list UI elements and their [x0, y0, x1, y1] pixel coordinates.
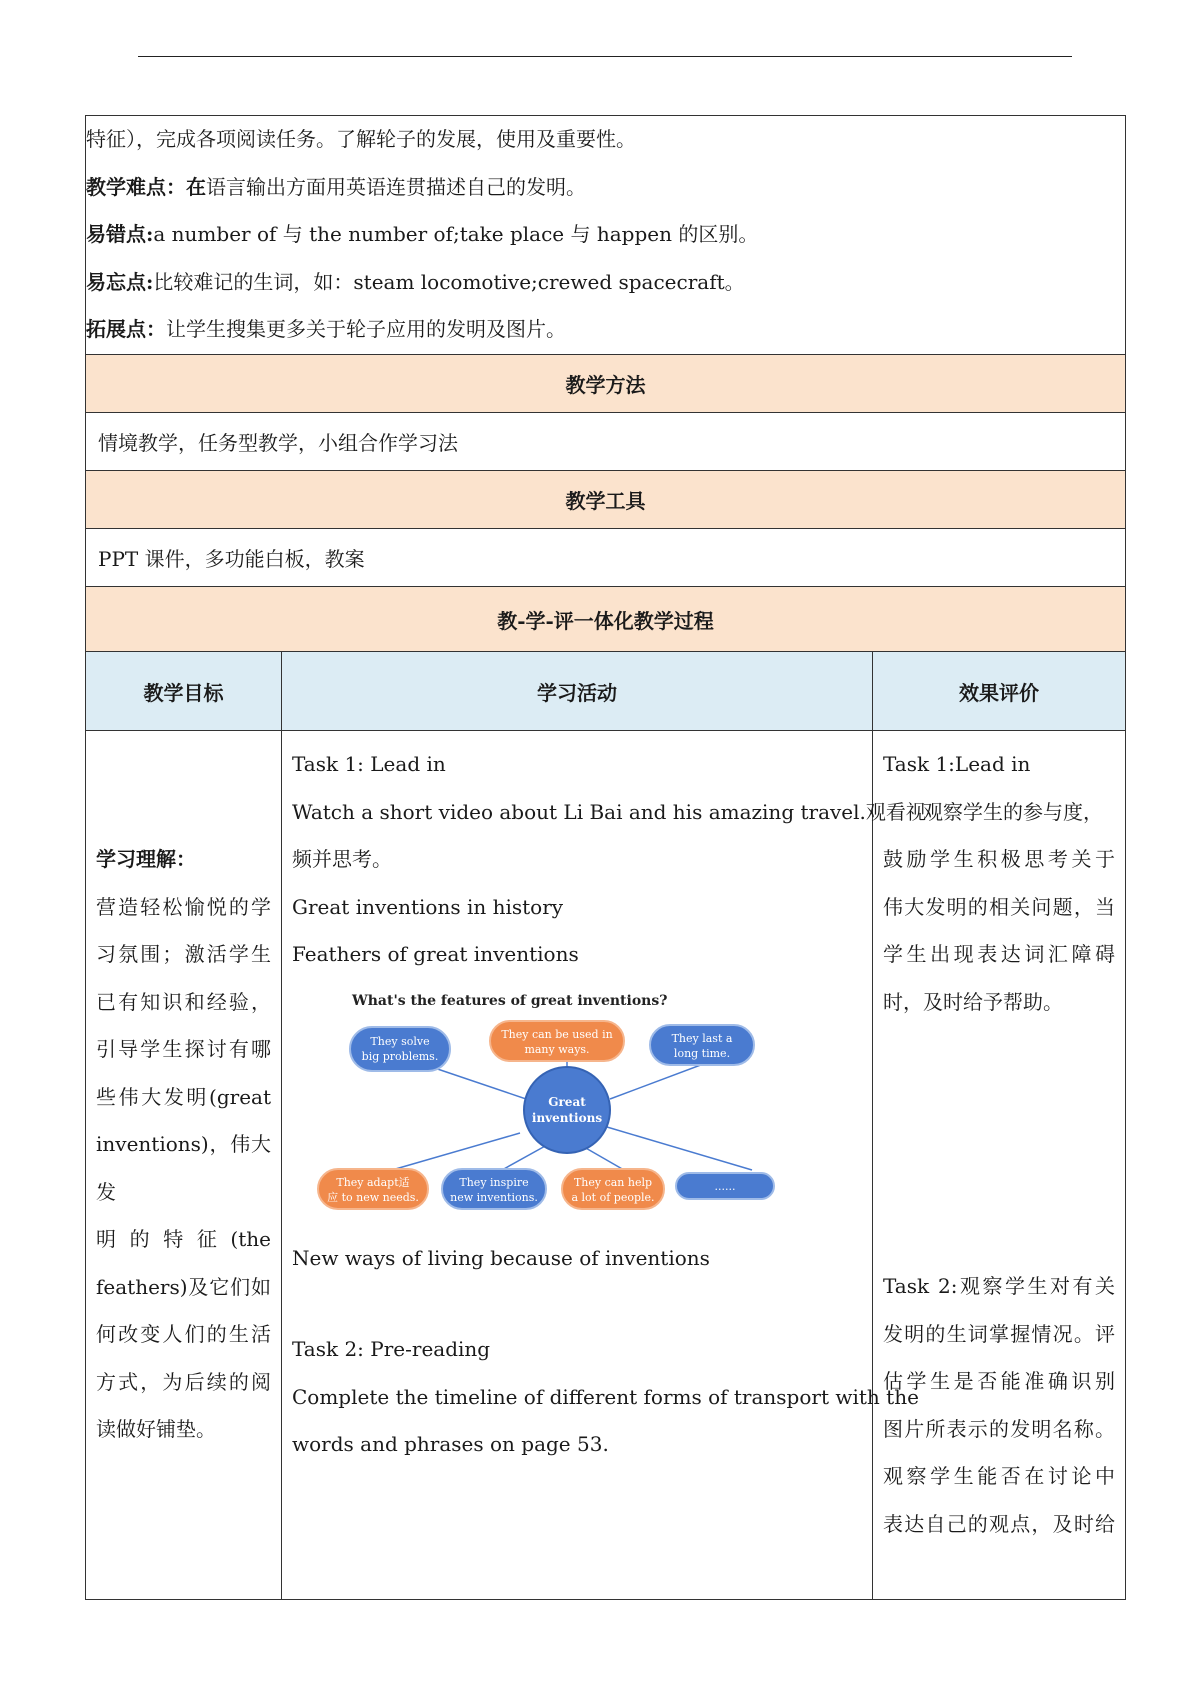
svg-text:They can be used in: They can be used in — [501, 1027, 613, 1041]
task1-item: New ways of living because of inventions — [292, 1245, 710, 1270]
task1-item: Feathers of great inventions — [292, 942, 579, 966]
goals-line: 已有知识和经验， — [96, 989, 271, 1014]
task1-line: 频并思考。 — [292, 847, 392, 871]
activities-cell — [282, 731, 926, 1600]
process-heading: 教-学-评一体化教学过程 — [86, 587, 1126, 652]
forget-line — [86, 259, 1125, 307]
difficult-label: 教学难点： — [86, 174, 186, 199]
error-label: 易错点: — [86, 222, 154, 246]
eval-line: 鼓励学生积极思考关于 — [883, 847, 1116, 871]
task2-line: words and phrases on page 53. — [292, 1432, 609, 1456]
eval-task2-line: 表达自己的观点，及时给 — [883, 1511, 1116, 1536]
column-header-activities: 学习活动 — [282, 652, 873, 731]
eval-task2-line: 发明的生词掌握情况。评 — [883, 1321, 1116, 1346]
goals-block — [96, 836, 271, 1454]
mindmap-center-label: inventions — [531, 1110, 603, 1125]
difficult-line — [86, 164, 1125, 212]
goals-line: 引导学生探讨有哪 — [96, 1037, 271, 1062]
mindmap-node — [676, 1173, 774, 1199]
extend-line — [86, 306, 1125, 354]
svg-text:They adapt适: They adapt适 — [336, 1175, 410, 1189]
error-line — [86, 211, 1125, 259]
task1-title: Task 1: Lead in — [292, 752, 446, 776]
svg-text:They last a: They last a — [671, 1031, 733, 1045]
top-section — [86, 116, 1126, 355]
mindmap-center — [524, 1067, 610, 1153]
eval-line: 观察学生的参与度， — [923, 799, 1103, 824]
difficult-text: 语言输出方面用英语连贯描述自己的发明。 — [206, 174, 586, 199]
mindmap-node — [490, 1021, 624, 1061]
mindmap-node — [350, 1027, 450, 1071]
column-header-evaluation: 效果评价 — [873, 652, 1126, 731]
process-row — [86, 731, 1126, 1600]
goals-label: 学习理解： — [96, 847, 196, 872]
evaluation-cell — [873, 731, 1126, 1600]
svg-text:应 to new needs.: 应 to new needs. — [327, 1190, 419, 1204]
forget-label: 易忘点: — [86, 269, 154, 294]
svg-text:......: ...... — [714, 1179, 736, 1193]
extend-text: 让学生搜集更多关于轮子应用的发明及图片。 — [166, 317, 566, 341]
eval-line: 伟大发明的相关问题，当 — [883, 894, 1116, 919]
task2-line: Complete the timeline of different forms of transport with the — [292, 1384, 919, 1409]
goals-line: 营造轻松愉悦的学 — [96, 894, 271, 919]
column-header-goals: 教学目标 — [86, 652, 282, 731]
features-mindmap — [292, 987, 792, 1235]
svg-text:They inspire: They inspire — [459, 1175, 529, 1189]
extend-label: 拓展点： — [86, 317, 166, 341]
svg-text:They can help: They can help — [573, 1175, 653, 1189]
tools-content: PPT 课件，多功能白板，教案 — [86, 529, 1126, 587]
goals-line: 些伟大发明(great — [96, 1084, 271, 1109]
top-section-row — [86, 116, 1126, 355]
forget-text: 比较难记的生词，如：steam locomotive;crewed spacecraft。 — [153, 269, 745, 294]
goals-line: 何改变人们的生活 — [96, 1322, 271, 1347]
goals-line: 习氛围；激活学生 — [96, 942, 271, 967]
eval-task2-line: 观察学生能否在讨论中 — [883, 1464, 1116, 1488]
svg-text:They solve: They solve — [370, 1034, 430, 1048]
eval-task2-line: Task 2:观察学生对有关 — [883, 1274, 1116, 1298]
methods-heading: 教学方法 — [86, 355, 1126, 413]
goals-line: 明 的 特 征 (the — [96, 1227, 271, 1252]
svg-text:long time.: long time. — [673, 1046, 731, 1060]
svg-text:big problems.: big problems. — [361, 1049, 439, 1063]
methods-content: 情境教学，任务型教学，小组合作学习法 — [86, 413, 1126, 471]
svg-text:new inventions.: new inventions. — [450, 1190, 538, 1204]
header-rule — [138, 56, 1072, 57]
difficult-lead: 在 — [186, 174, 206, 199]
mindmap-svg — [292, 987, 792, 1235]
mindmap-question: What's the features of great inventions? — [352, 992, 668, 1009]
tools-heading: 教学工具 — [86, 471, 1126, 529]
features-line: 特征），完成各项阅读任务。了解轮子的发展，使用及重要性。 — [86, 127, 636, 151]
mindmap-node — [562, 1169, 664, 1209]
svg-text:a lot of people.: a lot of people. — [571, 1190, 655, 1204]
error-text: a number of 与 the number of;take place 与 happen 的区别。 — [153, 222, 759, 246]
mindmap-center-label: Great — [548, 1094, 586, 1109]
eval-line: 时，及时给予帮助。 — [883, 989, 1063, 1014]
mindmap-node — [442, 1169, 546, 1209]
eval-task2-line: 估学生是否能准确识别 — [883, 1369, 1116, 1393]
goals-cell — [86, 731, 282, 1600]
goals-line: 读做好铺垫。 — [96, 1417, 216, 1442]
goals-line: 方式，为后续的阅 — [96, 1369, 271, 1394]
eval-task2-line: 图片所表示的发明名称。 — [883, 1416, 1116, 1441]
mindmap-node — [318, 1169, 428, 1209]
task2-title: Task 2: Pre-reading — [292, 1337, 491, 1361]
eval-line: 学生出现表达词汇障碍 — [883, 942, 1116, 966]
lesson-plan-table — [85, 115, 1126, 1600]
goals-line: feathers)及它们如 — [96, 1274, 271, 1299]
svg-text:many ways.: many ways. — [524, 1042, 590, 1056]
eval-task1-title: Task 1:Lead in — [883, 752, 1031, 776]
goals-line: inventions)，伟大发 — [96, 1132, 271, 1204]
task1-line: Watch a short video about Li Bai and his amazing travel.观看视 — [292, 799, 926, 824]
mindmap-node — [650, 1025, 754, 1065]
task1-item: Great inventions in history — [292, 894, 564, 919]
